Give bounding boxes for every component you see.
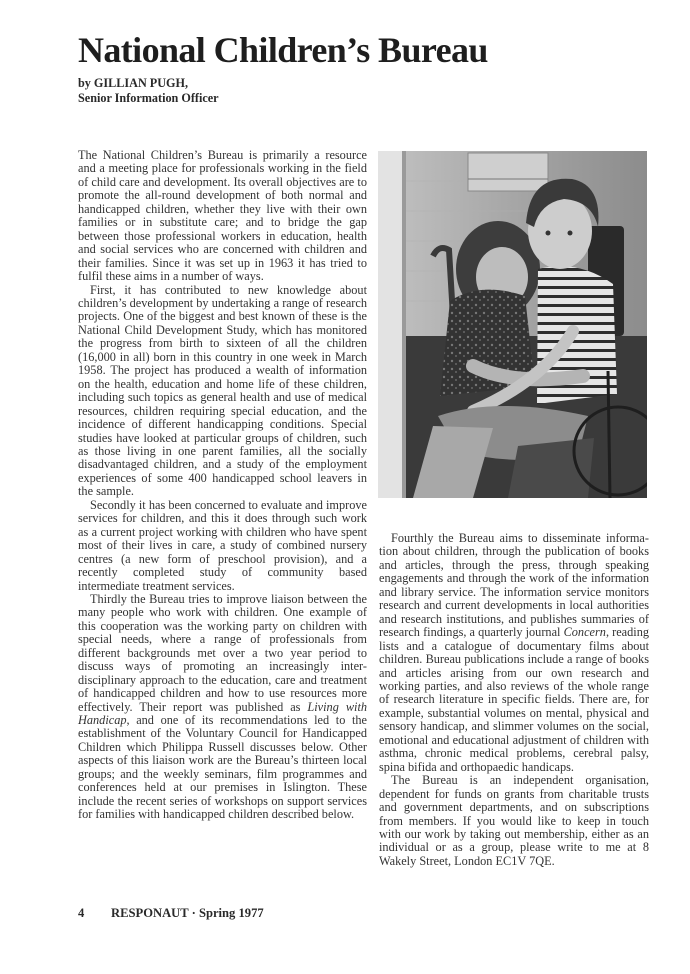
page-number: 4: [78, 906, 85, 920]
page-footer: [78, 905, 264, 921]
paragraph-liaison-part2: , and one of its recommendations led to the establishment of the Voluntary Council for Handicapped Children which Philippa Russell discusses below. Other aspects of this liaison work are the Bureau’s thirteen local groups; and the weekly seminars, film programmes and conferences held at our premises in Islington. These include the recent series of workshops on support services for families with handicapped children described below.: [78, 713, 367, 822]
paragraph-dissemination-part1: Fourthly the Bureau aims to disseminate information about children, through the publication of books and articles, through the press, through speaking engagements and through the work of the information and library service. The information service monitors research and current developments in local authorities and research institutions, and publishes summaries of research findings, a quarterly journal: [379, 531, 649, 640]
paragraph-research: First, it has contributed to new knowledge about children’s development by undertaking a range of research projects. One of the biggest and best known of these is the National Child Development Study, which has monitored the progress from birth to sixteen of all the children (16,000 in all) born in this country in one week in March 1958. The project has produced a wealth of information on the health, education and home life of these children, including such topics as general health and use of medical resources, children requiring special education, and the incidence of different handicapping conditions. Special studies have looked at particular groups of children, such as those living in one parent families, all the socially disadvantaged children, and a study of the employment experiences of some 400 handicapped school leavers in the sample.: [78, 282, 367, 499]
photo-girl-in-wheelchair-with-boy: [378, 151, 647, 498]
author-name: by GILLIAN PUGH,: [78, 76, 189, 90]
paragraph-liaison: [78, 593, 367, 822]
article-title: National Children’s Bureau: [78, 30, 488, 70]
left-column: [78, 149, 367, 822]
author-role: Senior Information Officer: [78, 91, 219, 105]
paragraph-membership: The Bureau is an independent organisation, dependent for funds on grants from charitable trusts and government departments, and on subscriptions from members. If you would like to keep in touch with our work by taking out membership, either as an individual or as a group, please write to me at 8 Wakely Street, London EC1V 7QE.: [379, 773, 649, 868]
article-photo: [378, 151, 647, 498]
paragraph-dissemination: [379, 532, 649, 774]
book-title-living-with-handicap: Living with Handicap: [78, 699, 368, 728]
paragraph-services: Secondly it has been concerned to evaluate and improve services for children, and this it does through such work as a current project working with children who have spent most of their lives in care, a study of combined nursery centres (a new form of preschool provision), and a recently completed study of community based intermediate treatment services.: [78, 497, 367, 593]
journal-title-concern: Concern: [563, 625, 606, 640]
paragraph-liaison-part1: Thirdly the Bureau tries to improve liaison between the many people who work with children. One example of this cooperation was the working party on children with special needs, where a range of professionals from different backgrounds met over a two year period to discuss ways of promoting an increasingly inter-disciplinary approach to the education, care and treatment of handicapped children and how to use resources more effectively. Their report was published as: [78, 591, 367, 714]
paragraph-dissemination-part2: , reading lists and a catalogue of documentary films about children. Bureau publications include a range of books and articles arising from our own research and working parties, and also reviews of the whole range of research literature in specific fields. There are, for example, substantial volumes on mental, physical and sensory handicap, and slimmer volumes on the social, emotional and educational adjustment of children with asthma, chronic medical problems, cerebral palsy, spina bifida and orthopaedic handicaps.: [379, 625, 649, 774]
right-column: [379, 532, 649, 868]
publication-name: RESPONAUT · Spring 1977: [111, 906, 264, 920]
paragraph-intro: The National Children’s Bureau is primarily a resource and a meeting place for professionals working in the field of child care and development. Its overall objectives are to promote the all-round development of both normal and handicapped children, whether they live with their own families or in substitute care; and to bridge the gap between those professional workers in education, health and social services who are concerned with children and their families. Since it was set up in 1963 it has tried to fulfil these aims in a number of ways.: [78, 148, 367, 284]
byline: [78, 76, 219, 106]
